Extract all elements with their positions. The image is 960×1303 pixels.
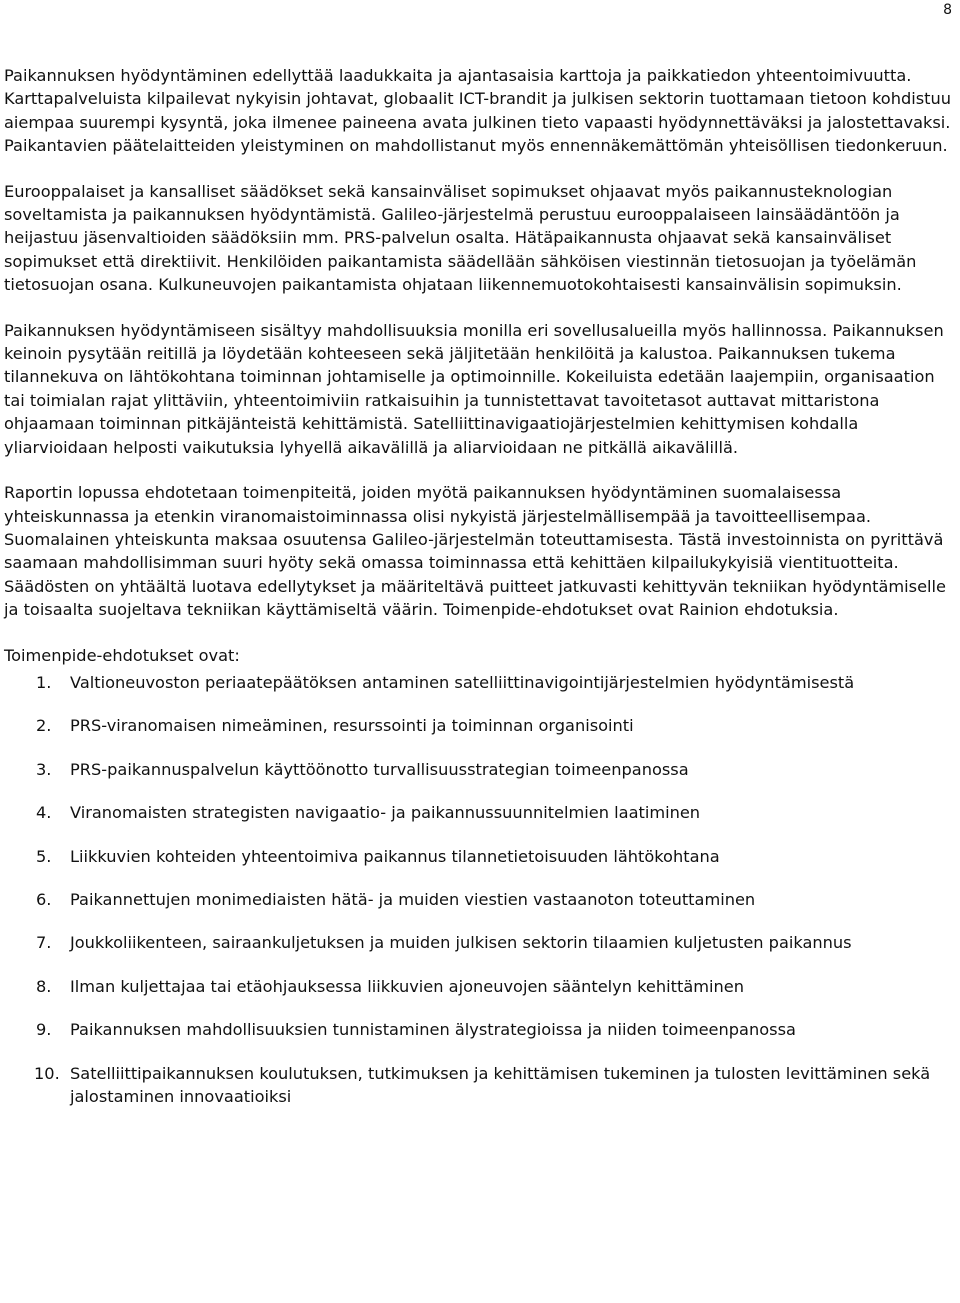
list-item-text: Joukkoliikenteen, sairaankuljetuksen ja muiden julkisen sektorin tilaamien kuljetusten paikannus bbox=[70, 933, 852, 953]
list-item-text: Paikannuksen mahdollisuuksien tunnistaminen älystrategioissa ja niiden toimeenpanossa bbox=[70, 1020, 796, 1040]
list-item-text: PRS-viranomaisen nimeäminen, resurssointi ja toiminnan organisointi bbox=[70, 716, 634, 736]
list-item-number: 6. bbox=[36, 889, 52, 909]
list-item-number: 1. bbox=[36, 672, 52, 692]
list-item-text: Liikkuvien kohteiden yhteentoimiva paikannus tilannetietoisuuden lähtökohtana bbox=[70, 846, 720, 866]
list-item-number: 10. bbox=[34, 1063, 60, 1083]
list-item bbox=[4, 888, 954, 911]
list-item bbox=[4, 931, 954, 954]
list-item bbox=[4, 1062, 954, 1109]
list-item-text: Ilman kuljettajaa tai etäohjauksessa liikkuvien ajoneuvojen sääntelyn kehittäminen bbox=[70, 976, 745, 996]
list-item bbox=[4, 1018, 954, 1041]
paragraph-report-proposals: Raportin lopussa ehdotetaan toimenpiteitä, joiden myötä paikannuksen hyödyntäminen suomalaisessa yhteiskunnassa ja etenkin viranomaistoiminnassa olisi nykyistä järjestelmällisempää ja tavoitteellisempaa. Suomalainen yhteiskunta maksaa osuutensa Galileo-järjestelmän toteuttamisesta. Tästä investoinnista on pyrittävä saamaan mahdollisimman suuri hyöty sekä omassa toiminnassa että kehittäen kilpailukykyisiä vientituotteita. Säädösten on yhtäältä luotava edellytykset ja määriteltävä puitteet jatkuvasti kehittyvän tekniikan hyödyntämiselle ja toisaalta suojeltava tekniikan käyttämiseltä väärin. Toimenpide-ehdotukset ovat Rainion ehdotuksia. bbox=[4, 483, 946, 620]
list-item-number: 4. bbox=[36, 803, 52, 823]
proposals-intro: Toimenpide-ehdotukset ovat: bbox=[4, 645, 240, 665]
list-item-text: Paikannettujen monimediaisten hätä- ja muiden viestien vastaanoton toteuttaminen bbox=[70, 889, 756, 909]
list-item bbox=[4, 671, 954, 694]
list-item-text: Valtioneuvoston periaatepäätöksen antaminen satelliittinavigointijärjestelmien hyödyntämisestä bbox=[70, 672, 855, 692]
list-item-text: PRS-paikannuspalvelun käyttöönotto turvallisuusstrategian toimeenpanossa bbox=[70, 759, 689, 779]
list-item-number: 9. bbox=[36, 1020, 52, 1040]
list-item-number: 7. bbox=[36, 933, 52, 953]
list-item bbox=[4, 845, 954, 868]
list-item bbox=[4, 801, 954, 824]
paragraph-positioning-data: Paikannuksen hyödyntäminen edellyttää laadukkaita ja ajantasaisia karttoja ja paikkatiedon yhteentoimivuutta. Karttapalveluista kilpailevat nykyisin johtavat, globaalit ICT-brandit ja julkisen sektorin tuottamaan tietoon kohdistuu aiempaa suurempi kysyntä, joka ilmenee paineena avata julkinen tieto vapaasti hyödynnettäväksi ja jalostettavaksi. Paikantavien päätelaitteiden yleistyminen on mahdollistanut myös ennennäkemättömän yhteisöllisen tiedonkeruun. bbox=[4, 66, 952, 156]
paragraph-applications: Paikannuksen hyödyntämiseen sisältyy mahdollisuuksia monilla eri sovellusalueilla myös hallinnossa. Paikannuksen keinoin pysytään reitillä ja löydetään kohteeseen sekä jäljitetään henkilöitä ja kalustoa. Paikannuksen tukema tilannekuva on lähtökohtana toiminnan johtamiselle ja optimoinnille. Kokeiluista edetään laajempiin, organisaation tai toimialan rajat ylittäviin, yhteentoimiviin ratkaisuihin ja tunnistettavat tavoitetasot auttavat mittaristona ohjaamaan toiminnan pitkäjänteistä kehittämistä. Satelliittinavigaatiojärjestelmien kehittymisen kohdalla yliarvioidaan helposti vaikutuksia lyhyellä aikavälillä ja aliarvioidaan ne pitkällä aikavälillä. bbox=[4, 320, 944, 457]
document-body bbox=[4, 64, 954, 1128]
list-item-text: Viranomaisten strategisten navigaatio- ja paikannussuunnitelmien laatiminen bbox=[70, 803, 701, 823]
list-item-number: 5. bbox=[36, 846, 52, 866]
list-item-number: 3. bbox=[36, 759, 52, 779]
proposals-list bbox=[4, 671, 954, 1108]
list-item-number: 8. bbox=[36, 976, 52, 996]
list-item-number: 2. bbox=[36, 716, 52, 736]
list-item-text: Satelliittipaikannuksen koulutuksen, tutkimuksen ja kehittämisen tukeminen ja tulosten levittäminen sekä jalostaminen innovaatioiksi bbox=[70, 1063, 931, 1106]
list-item bbox=[4, 975, 954, 998]
list-item bbox=[4, 714, 954, 737]
list-item bbox=[4, 758, 954, 781]
page-number: 8 bbox=[943, 2, 952, 18]
paragraph-regulations: Eurooppalaiset ja kansalliset säädökset sekä kansainväliset sopimukset ohjaavat myös paikannusteknologian soveltamista ja paikannuksen hyödyntämistä. Galileo-järjestelmä perustuu eurooppalaiseen lainsäädäntöön ja heijastuu jäsenvaltioiden säädöksiin mm. PRS-palvelun osalta. Hätäpaikannusta ohjaavat sekä kansainväliset sopimukset että direktiivit. Henkilöiden paikantamista säädellään sähköisen viestinnän tietosuojan ja työelämän tietosuojan osana. Kulkuneuvojen paikantamista ohjataan liikennemuotokohtaisesti kansainvälisin sopimuksin. bbox=[4, 181, 917, 295]
